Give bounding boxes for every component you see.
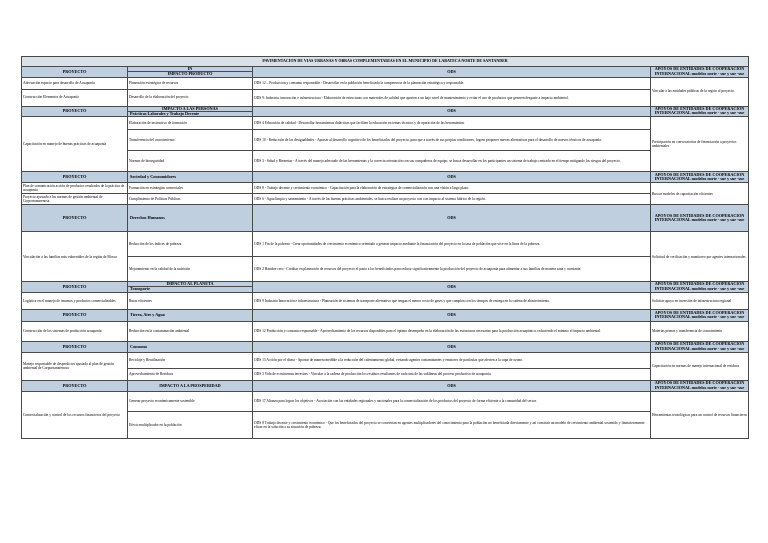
ods-cell: ODS 13 Acción por el clima - Aportar de manera medible a la reducción del calentamiento global, evitando agentes contaminantes y emisores de partículas que afecten a la capa de ozono. <box>253 352 651 368</box>
proyecto-header: PROYECTO <box>22 106 128 117</box>
ods-cell: ODS 17 Alianza para lograr los objetivos - Asociación con las entidades regionales y nacionales para la comercialización de los productos del proyecto de forma eficiente a la comunidad del sector. <box>253 391 651 411</box>
apoyo-cell: Herramientas tecnológicas para un control de recursos financieros <box>651 391 749 438</box>
ods-cell: ODS 8 Trabajo decente y crecimiento económico - Que los beneficiados del proyecto se conviertan en agentes multiplicadores del conocimiento para la población no beneficiada directamente y así construir un modelo de crecimiento ambiental sostenido y financieramente eficaz en la solución a su situación de pobreza. <box>253 411 651 438</box>
apoyo-cell: Vincular a las entidades públicas de la región al proyecto. <box>651 77 749 106</box>
ods-cell: ODS 6 - Agua limpia y saneamiento - A través de las buenas prácticas ambientales, se busca realizar un proyecto con con impacto al sistema hídrico de la región. <box>253 194 651 205</box>
apoyo-cell: Participación en convocatorias de financiación a proyectos ambientales <box>651 117 749 172</box>
componente-cell: Efecto multiplicador en la población <box>128 411 253 438</box>
proyecto-header: PROYECTO <box>22 67 128 78</box>
ods-cell: ODS 2 Hambre cero - Creditar en planeación de recursos del proyecto el pasto a los beneficiados para reducir significativamente la producción del proyecto de acuaponía para alimentar a sus familias de manera sana y constante. <box>253 257 651 282</box>
componente-cell: Rutas eficientes <box>128 292 253 309</box>
section-subheader: Transporte <box>128 287 253 292</box>
proyecto-header: PROYECTO <box>22 205 128 232</box>
proyecto-cell: Construcción Elementos de Acuaponía <box>22 89 128 106</box>
proyecto-cell: Plan de comunicación acción de productos resultados de la práctica de acuaponía <box>22 183 128 194</box>
proyecto-cell: Manejo responsable de desperdicios ajustado al plan de gestión ambiental de Corpornanarenosa <box>22 352 128 380</box>
proyecto-cell: Comercialización y control de los recursos financieros del proyecto <box>22 391 128 438</box>
proyecto-header: PROYECTO <box>22 282 128 293</box>
proyecto-cell: Logística en el manejo de insumos y productos comercializables <box>22 292 128 309</box>
componente-cell: Elaboración de instructivo de formación <box>128 117 253 130</box>
apoyos-header: APOYOS DE ENTIDADES DE COOPERACION INTERNACIONAL modelos norte - sur y sur -sur <box>651 380 749 391</box>
componente-cell: Generar proyecto económicamente sostenible <box>128 391 253 411</box>
ods-cell: ODS 4 Educación de calidad - Desarrollar herramientas didácticas que faciliten la educación en temas técnicos y de operación de las herramientas. <box>253 117 651 130</box>
proyecto-cell: Proyecto ajustado a las normas de gestión ambiental de Corpornanarenosa <box>22 194 128 205</box>
section-header: Tierra, Aire y Agua <box>128 309 253 321</box>
section-header: Derechos Humanos <box>128 205 253 232</box>
componente-cell: Cumplimiento de Políticas Públicas <box>128 194 253 205</box>
componente-cell: Transferencia del conocimiento <box>128 130 253 151</box>
ods-cell: ODS 10 - Reducción de las desigualdades - Aportar al desarrollo cognitivo de los beneficiados del proyecto, para que a través de sus propias condiciones, logren proponer nuevas alternativas para el desarrollo de nuevos técnicos de acuaponía. <box>253 130 651 151</box>
ods-cell: ODS 8 - Trabajo decente y crecimiento económico - Capacitación para la elaboración de estrategias de comercialización con una visión a largo plazo. <box>253 183 651 194</box>
apoyos-header: APOYOS DE ENTIDADES DE COOPERACION INTERNACIONAL modelos norte - sur y sur -sur <box>651 282 749 293</box>
section-header: Sociedad y Consumidores <box>128 172 253 183</box>
apoyo-cell: Buscar modelos de capacitación eficientes <box>651 183 749 205</box>
apoyos-header: APOYOS DE ENTIDADES DE COOPERACION INTERNACIONAL modelos norte - sur y sur -sur <box>651 205 749 232</box>
section-subheader: IMPACTO PRODUCTO <box>128 72 253 77</box>
section-subheader: Prácticas Laborales y Trabajo Decente <box>128 111 253 116</box>
ods-cell: ODS 12 – Producción y consumo responsable - Desarrollar en la población beneficiada la competencia de la planeación estratégica y responsable. <box>253 77 651 89</box>
impact-matrix-table <box>21 56 749 439</box>
ods-cell: ODS 9 Industria Innovación e infraestructura - Planeación de sistemas de transporte alternativo que tengan el menor costo de gases y que cumplan con los tiempos de entrega en la cadena de abastecimiento. <box>253 292 651 309</box>
apoyos-header: APOYOS DE ENTIDADES DE COOPERACION INTERNACIONAL modelos norte - sur y sur -sur <box>651 106 749 117</box>
proyecto-header: PROYECTO <box>22 309 128 321</box>
componente-cell: Planeación estratégica de recursos <box>128 77 253 89</box>
ods-header: ODS <box>253 282 651 293</box>
proyecto-header: PROYECTO <box>22 380 128 391</box>
apoyo-cell: Solicitar apoyo en inversión de infraestructura regional <box>651 292 749 309</box>
ods-header: ODS <box>253 341 651 352</box>
componente-cell: Reciclaje y Reutilización <box>128 352 253 368</box>
section-header: IMPACTO AL PLANETA <box>128 282 253 287</box>
componente-cell: Reducción en la contaminación ambiental <box>128 321 253 341</box>
proyecto-header: PROYECTO <box>22 341 128 352</box>
ods-cell: ODS 9: Industria, innovación e infraestructura - Elaboración de estructuras con materiales de calidad que aporten a un bajo nivel de mantenimiento y evitar el uso de productos que generen desgaste a impacto ambiental. <box>253 89 651 106</box>
proyecto-cell: Capacitación en manejo de buenas prácticas de acuaponía <box>22 117 128 172</box>
componente-cell: Reducción de los índices de pobreza <box>128 232 253 257</box>
sheet-title: PAVIMENTACION DE VIAS URBANAS Y OBRAS COMPLEMENTARIAS EN EL MUNICIPIO DE LABATECA NORTE DE SANTANDER <box>22 57 749 67</box>
section-header: Consumo <box>128 341 253 352</box>
ods-header: ODS <box>253 380 651 391</box>
apoyo-cell: Materias primas y transferencia de conocimiento <box>651 321 749 341</box>
ods-cell: ODS 3 Vida de ecosistemas terrestres - Vincular a la cadena de producción los residuos resultantes de cada una de las sublíneas del proceso productivo de acuaponía. <box>253 368 651 380</box>
proyecto-header: PROYECTO <box>22 172 128 183</box>
ods-cell: ODS 3 - Salud y Bienestar - A través del manejo adecuado de las herramientas y la correcta orientación con sus compañeros de equipo, se busca desarrollar en los participantes un sistema de trabajo centrado en el tiempo mitigando los riesgos del proyecto. <box>253 151 651 172</box>
apoyo-cell: Capacitación en normas de manejo internacional de residuos <box>651 352 749 380</box>
section-header: IMPACTO A LAS PERSONAS <box>128 106 253 111</box>
componente-cell: Mejoramiento en la calidad de la nutrición <box>128 257 253 282</box>
ods-header: ODS <box>253 205 651 232</box>
section-header: IMPACTO A LA PROSPERIDAD <box>128 380 253 391</box>
apoyo-cell: Solicitud de verificación y monitoreo por agentes internacionales <box>651 232 749 282</box>
apoyos-header: APOYOS DE ENTIDADES DE COOPERACION INTERNACIONAL modelos norte - sur y sur -sur <box>651 172 749 183</box>
section-header: IN <box>128 67 253 72</box>
ods-header: ODS <box>253 309 651 321</box>
proyecto-cell: Adecuación espacio para desarrollo de Acuaponía <box>22 77 128 89</box>
componente-cell: Normas de bioseguridad <box>128 151 253 172</box>
proyecto-cell: Construcción de los sistemas de producción acuaponía <box>22 321 128 341</box>
componente-cell: Aprovechamiento de Residuos <box>128 368 253 380</box>
ods-header: ODS <box>253 172 651 183</box>
apoyos-header: APOYOS DE ENTIDADES DE COOPERACION INTERNACIONAL modelos norte - sur y sur -sur <box>651 67 749 78</box>
componente-cell: Desarrollo de la elaboración del proyecto <box>128 89 253 106</box>
ods-header: ODS <box>253 106 651 117</box>
ods-cell: ODS 12 Producción y consumo responsable - Aprovechamiento de los recursos disponibles para el óptimo desempeño en la elaboración de las estructuras necesarias para la producción acuapónica, reduciendo el mínimo el impacto ambiental. <box>253 321 651 341</box>
apoyos-header: APOYOS DE ENTIDADES DE COOPERACION INTERNACIONAL modelos norte - sur y sur -sur <box>651 309 749 321</box>
proyecto-cell: Vinculación a las familias más vulnerables de la región de Mosco <box>22 232 128 282</box>
apoyos-header: APOYOS DE ENTIDADES DE COOPERACION INTERNACIONAL modelos norte - sur y sur -sur <box>651 341 749 352</box>
ods-header: ODS <box>253 67 651 78</box>
componente-cell: Formación en estrategias comerciales <box>128 183 253 194</box>
ods-cell: ODS 1 Fin de la pobreza - Crear oportunidades de crecimiento económico orientado a generar impacto mediante la financiación del proyecto en la tasa de población que vive en la línea de la pobreza. <box>253 232 651 257</box>
